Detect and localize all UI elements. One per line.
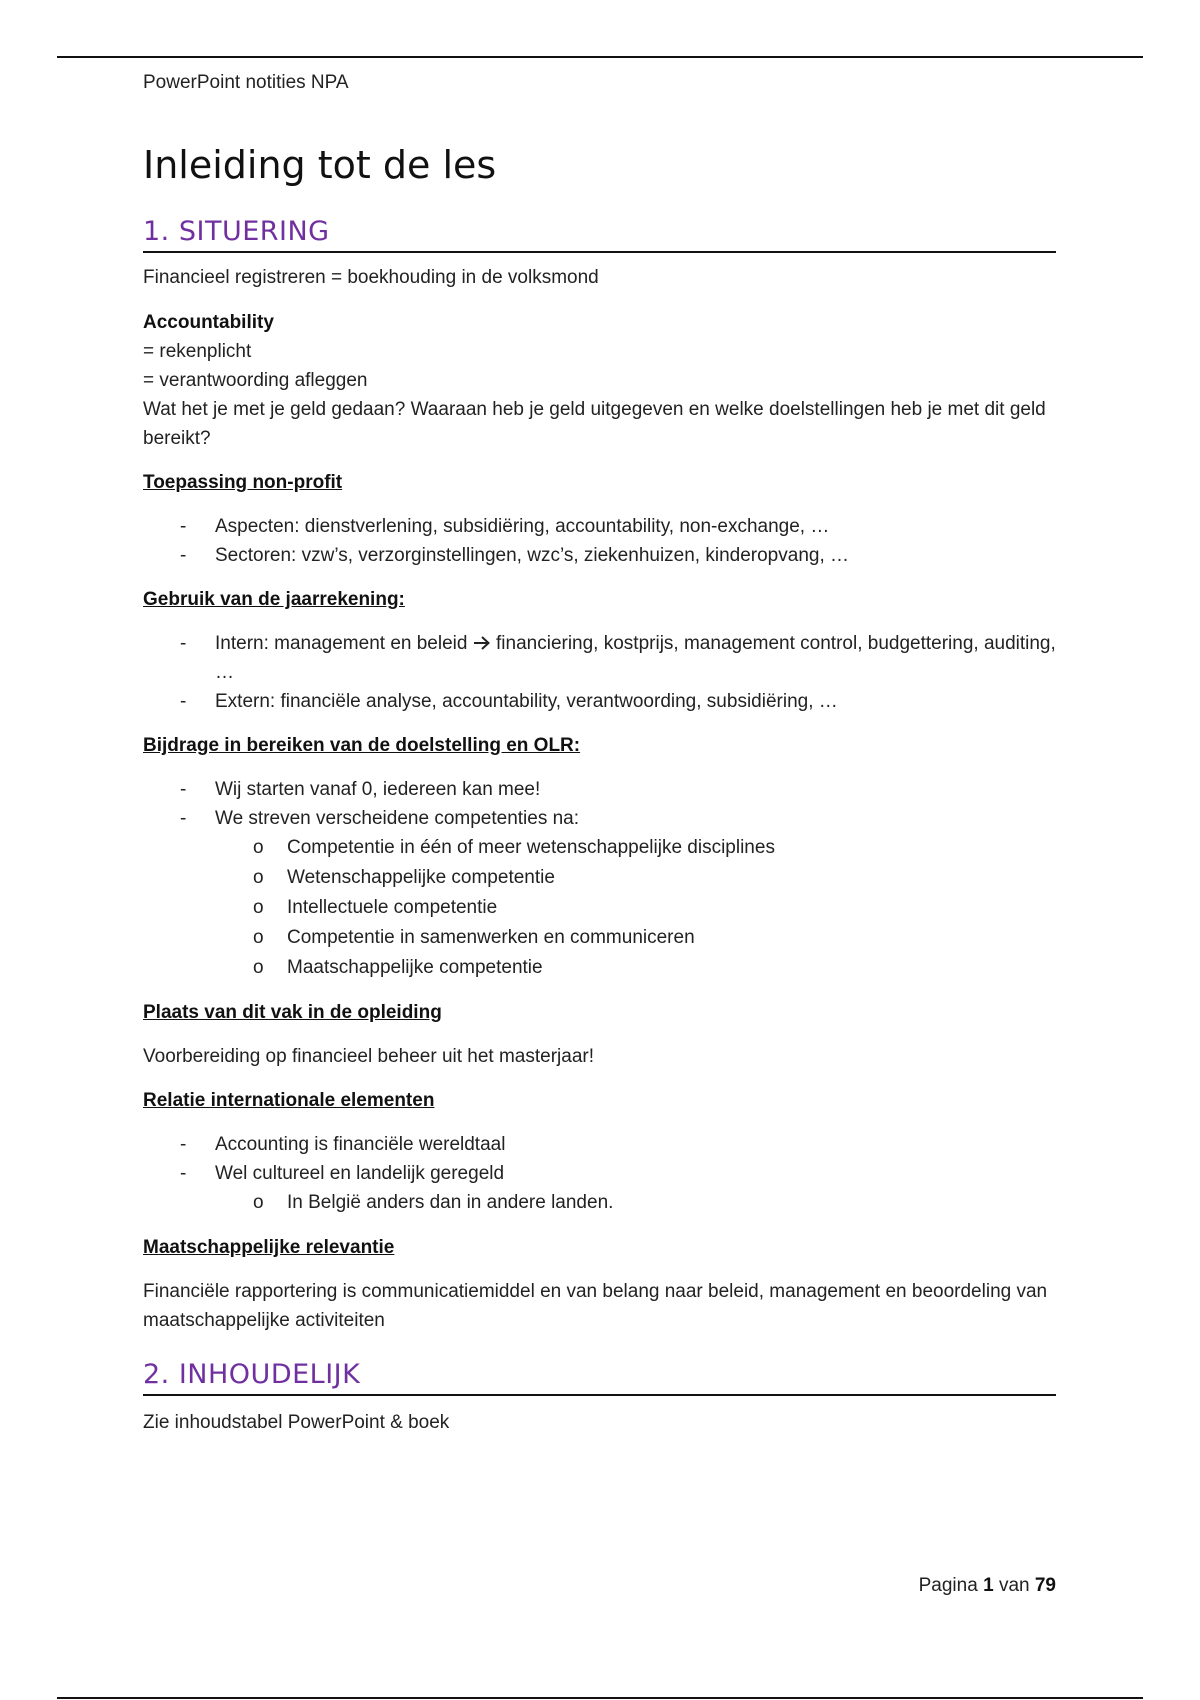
plaats-text: Voorbereiding op financieel beheer uit het masterjaar! [143, 1046, 595, 1067]
current-page: 1 [983, 1575, 994, 1596]
list-item: o Competentie in één of meer wetenschappelijke disciplines [143, 833, 1056, 863]
subheading-bijdrage: Bijdrage in bereiken van de doelstelling en OLR: [143, 735, 581, 756]
footer-rule [57, 1697, 1143, 1699]
toepassing-list [143, 512, 1056, 570]
relevantie-text: Financiële rapportering is communicatiemiddel en van belang naar beleid, management en beoordeling van maatschappelijke activiteiten [143, 1281, 1048, 1331]
intern-details: financiering, kostprijs, management control, budgettering, auditing, … [215, 633, 1056, 683]
subheading-toepassing: Toepassing non-profit [143, 472, 343, 493]
section-heading-situering: 1. SITUERING [143, 214, 1056, 253]
van-label: van [998, 1575, 1030, 1596]
subheading-relevantie: Maatschappelijke relevantie [143, 1237, 395, 1258]
document-title: Inleiding tot de les [143, 143, 497, 187]
running-header: PowerPoint notities NPA [143, 72, 349, 93]
accountability-block [143, 308, 1056, 453]
section-heading-inhoudelijk: 2. INHOUDELIJK [143, 1357, 1056, 1396]
right-arrow-icon [473, 636, 491, 650]
inhoudelijk-text: Zie inhoudstabel PowerPoint & boek [143, 1412, 450, 1433]
header-rule [57, 56, 1143, 58]
list-item: o Maatschappelijke competentie [143, 953, 1056, 983]
subheading-relatie: Relatie internationale elementen [143, 1090, 435, 1111]
competenties-intro: We streven verscheidene competenties na: [215, 808, 580, 829]
subheading-jaarrekening: Gebruik van de jaarrekening: [143, 589, 405, 610]
list-item: o Intellectuele competentie [143, 893, 1056, 923]
relatie-sublist [143, 1188, 1056, 1218]
subheading-plaats: Plaats van dit vak in de opleiding [143, 1002, 442, 1023]
list-item: - Aspecten: dienstverlening, subsidiëring, accountability, non-exchange, … [143, 512, 1056, 541]
accountability-question: Wat het je met je geld gedaan? Waaraan heb je geld uitgegeven en welke doelstellingen heb je met dit geld bereikt? [143, 399, 1046, 449]
total-pages: 79 [1034, 1575, 1056, 1596]
list-item [143, 804, 1056, 833]
list-item: - Wij starten vanaf 0, iedereen kan mee! [143, 775, 1056, 804]
relatie-list [143, 1130, 1056, 1188]
document-page [143, 68, 1056, 1437]
page-number [913, 1571, 1056, 1601]
list-item [143, 629, 1056, 687]
intro-text: Financieel registreren = boekhouding in de volksmond [143, 267, 599, 288]
bijdrage-list [143, 775, 1056, 833]
list-item: o In België anders dan in andere landen. [143, 1188, 1056, 1218]
accountability-def-2: = verantwoording afleggen [143, 370, 368, 391]
pagina-label: Pagina [918, 1575, 978, 1596]
list-item: - Accounting is financiële wereldtaal [143, 1130, 1056, 1159]
jaarrekening-list [143, 629, 1056, 716]
accountability-term: Accountability [143, 312, 274, 333]
list-item: o Wetenschappelijke competentie [143, 863, 1056, 893]
list-item: - Sectoren: vzw’s, verzorginstellingen, wzc’s, ziekenhuizen, kinderopvang, … [143, 541, 1056, 570]
list-item: - Extern: financiële analyse, accountability, verantwoording, subsidiëring, … [143, 687, 1056, 716]
accountability-def-1: = rekenplicht [143, 341, 252, 362]
list-item: o Competentie in samenwerken en communiceren [143, 923, 1056, 953]
list-item: - Wel cultureel en landelijk geregeld [143, 1159, 1056, 1188]
competenties-list [143, 833, 1056, 983]
intern-label: Intern: management en beleid [215, 633, 468, 654]
